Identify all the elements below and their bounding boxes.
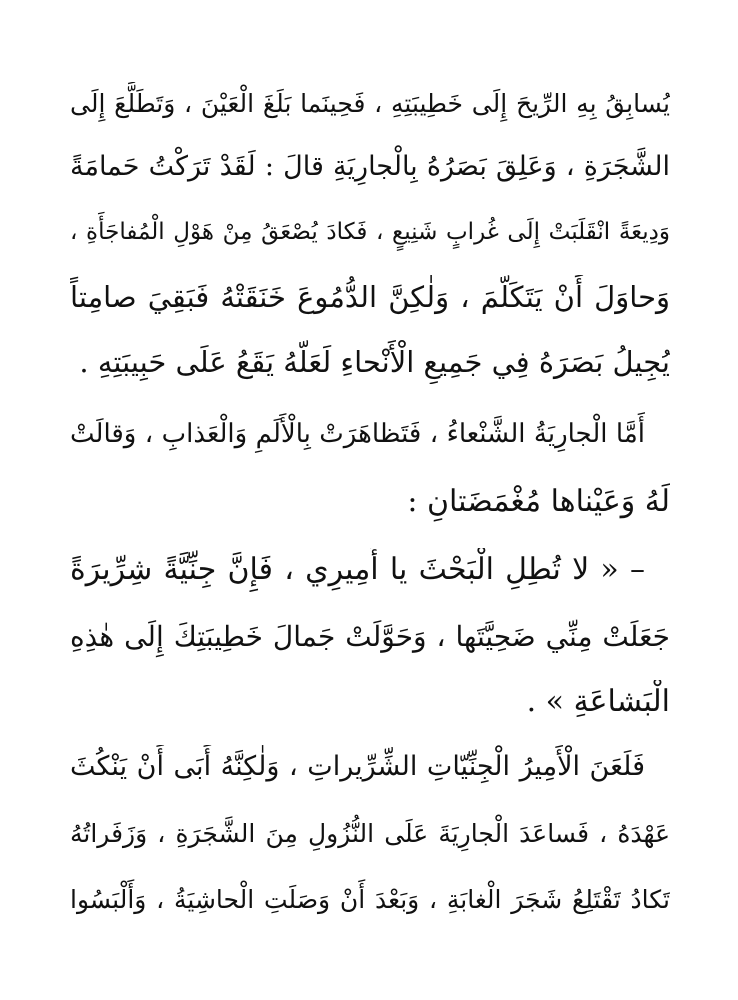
text-line: لَهُ وَعَيْناها مُغْمَضَتانِ :: [407, 484, 670, 519]
text-line: – « لا تُطِلِ الْبَحْثَ يا أَمِيرِي ، فَإِنَّ جِنِّيَّةً شِرِّيرَةً: [70, 552, 645, 587]
text-line: وَحاوَلَ أَنْ يَتَكَلَّمَ ، وَلٰكِنَّ الدُّمُوعَ خَنَقَتْهُ فَبَقِيَ صامِتاً: [70, 280, 670, 314]
text-line: يُسابِقُ بِهِ الرِّيحَ إِلَى خَطِيبَتِهِ ، فَحِينَما بَلَغَ الْعَيْنَ ، وَتَطَلَّعَ إِلَى: [70, 89, 670, 118]
text-line: جَعَلَتْ مِنِّي ضَحِيَّتَها ، وَحَوَّلَتْ جَمالَ خَطِيبَتِكَ إِلَى هٰذِهِ: [70, 620, 670, 653]
text-line: عَهْدَهُ ، فَساعَدَ الْجارِيَةَ عَلَى النُّزُولِ مِنَ الشَّجَرَةِ ، وَزَفَراتُهُ: [70, 819, 670, 848]
text-line: تَكادُ تَقْتَلِعُ شَجَرَ الْغابَةِ ، وَبَعْدَ أَنْ وَصَلَتِ الْحاشِيَةُ ، وَأَلْبَسُوا: [70, 885, 670, 914]
text-line: فَلَعَنَ الْأَمِيرُ الْجِنِّيّاتِ الشِّرِّيراتِ ، وَلٰكِنَّهُ أَبَى أَنْ يَنْكُثَ: [70, 751, 645, 782]
text-line: أَمَّا الْجارِيَةُ الشَّنْعاءُ ، فَتَظاهَرَتْ بِالْأَلَمِ وَالْعَذابِ ، وَقالَتْ: [70, 419, 645, 449]
text-line: يُجِيلُ بَصَرَهُ فِي جَمِيعِ الْأَنْحاءِ لَعَلَّهُ يَقَعُ عَلَى حَبِيبَتِهِ .: [79, 345, 670, 379]
text-line: وَدِيعَةً انْقَلَبَتْ إِلَى غُرابٍ شَنِيعٍ ، فَكادَ يُصْعَقُ مِنْ هَوْلِ الْمُفاجَأَةِ ،: [70, 219, 670, 245]
text-line: الشَّجَرَةِ ، وَعَلِقَ بَصَرُهُ بِالْجارِيَةِ قالَ : لَقَدْ تَرَكْتُ حَمامَةً: [70, 151, 670, 182]
text-line: الْبَشاعَةِ » .: [526, 684, 670, 719]
